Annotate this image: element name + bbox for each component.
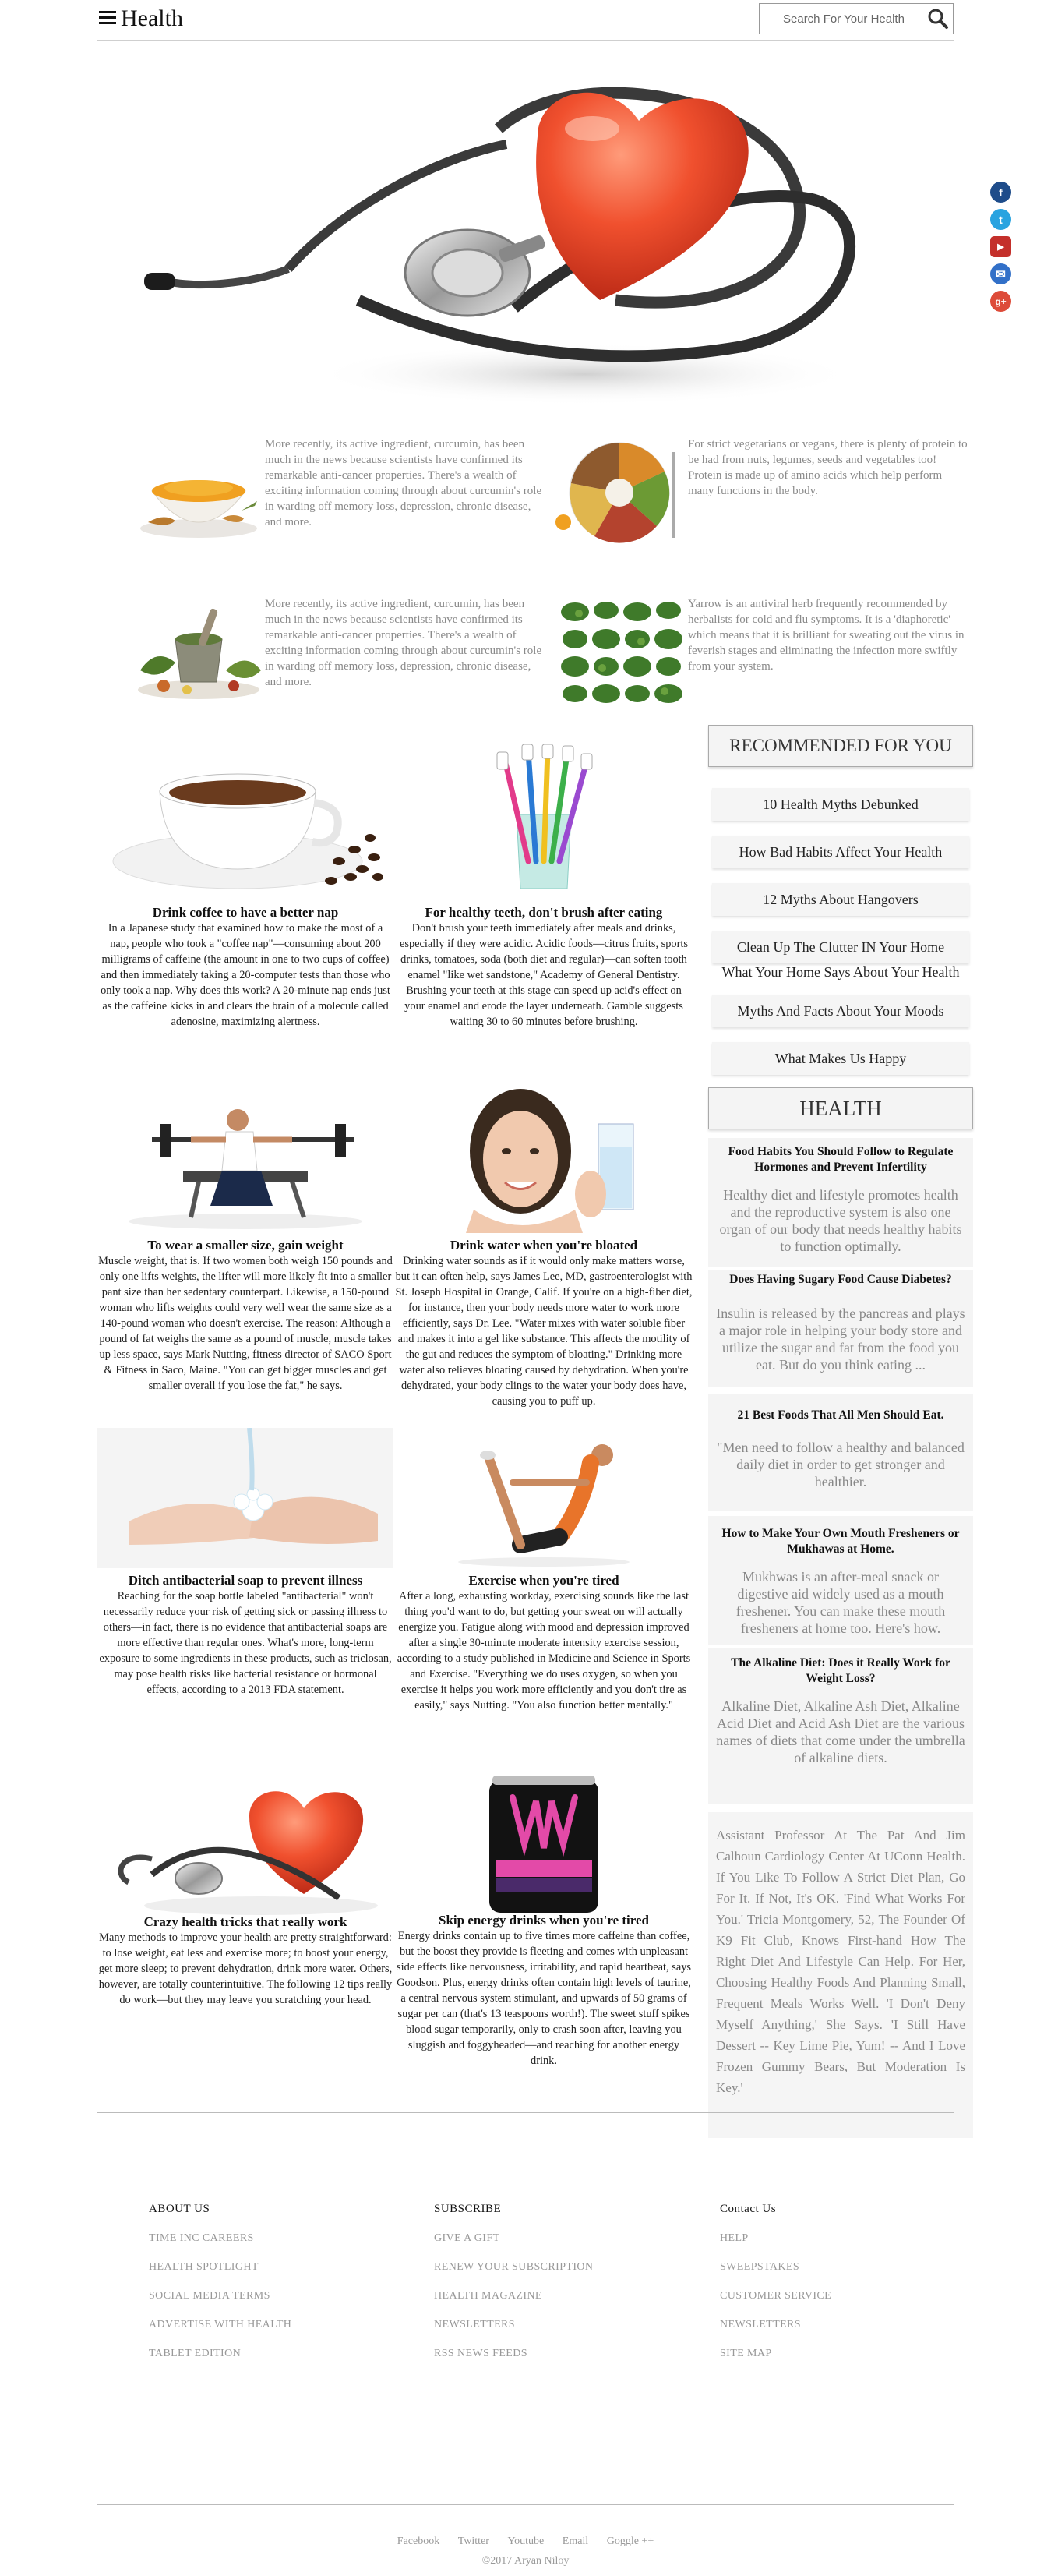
turmeric-image <box>132 436 265 549</box>
yarrow-herbs-image <box>555 596 688 709</box>
youtube-icon[interactable]: ▶ <box>990 236 1011 257</box>
health-card-body: "Men need to follow a healthy and balanced daily diet in order to get stronger and healthier. <box>717 1440 965 1489</box>
article-drink-water[interactable] <box>395 1077 693 1409</box>
woman-water-image <box>404 1077 684 1233</box>
recommended-heading: RECOMMENDED FOR YOU <box>708 725 973 767</box>
article-body: Many methods to improve your health are pretty straightforward: to lose weight, eat less and exercise more; to boost your energy, get more sleep; to prevent dehydration, drink more water. Others, however, are totally counterintuitive. The following 12 tips really do work—but they may leave you scratching your head. <box>98 1931 393 2006</box>
site-header <box>97 0 954 41</box>
footer-divider <box>97 2112 954 2113</box>
herbs-mortar-image <box>132 596 265 709</box>
article-title[interactable]: Drink coffee to have a better nap <box>152 905 339 920</box>
footer-twitter-link[interactable]: Twitter <box>457 2535 489 2547</box>
footer-link[interactable]: SOCIAL MEDIA TERMS <box>149 2290 270 2302</box>
article-title[interactable]: Ditch antibacterial soap to prevent illness <box>128 1573 363 1588</box>
health-card-title[interactable]: How to Make Your Own Mouth Fresheners or Mukhawas at Home. <box>721 1527 960 1556</box>
health-card-body: Mukhwas is an after-meal snack or digestive aid widely used as a mouth freshener. You can make these mouth fresheners at home too. Here's how. <box>735 1569 946 1636</box>
footer-email-link[interactable]: Email <box>562 2535 589 2547</box>
footer-bottom-divider <box>97 2504 954 2505</box>
vegetarian-plate-image <box>555 436 688 549</box>
copyright: ©2017 Aryan Niloy <box>481 2555 570 2567</box>
health-card-title[interactable]: 21 Best Foods That All Men Should Eat. <box>737 1408 944 1422</box>
health-card-body: Alkaline Diet, Alkaline Ash Diet, Alkaline Acid Diet and Acid Ash Diet are the various names of diets that come under the umbrella of alkaline diets. <box>716 1698 965 1765</box>
sidebar-quote: Assistant Professor At The Pat And Jim Calhoun Cardiology Center At UConn Health. If You Like To Follow A Strict Diet Plan, Go For It. If Not, It's OK. 'Find What Works For You.' Tricia Montgomery, 52, The Founder Of K9 Fit Club, Knows First-hand How The Right Diet And Lifestyle Can Help. For Her, Choosing Healthy Foods And Planning Small, Frequent Meals Works Well. 'I Don't Deny Myself Anything,' She Says. 'I Still Have Dessert -- Key Lime Pie, Yum! -- And I Love Frozen Gummy Bears, But Moderation Is Key.' <box>708 1812 973 2138</box>
footer-link[interactable]: SITE MAP <box>720 2348 772 2359</box>
search-input[interactable] <box>760 4 923 34</box>
article-title[interactable]: To wear a smaller size, gain weight <box>147 1238 344 1253</box>
recommended-link[interactable]: How Bad Habits Affect Your Health <box>712 836 969 868</box>
footer-heading: SUBSCRIBE <box>434 2203 502 2215</box>
article-title[interactable]: Crazy health tricks that really work <box>143 1914 347 1929</box>
health-card-body: Insulin is released by the pancreas and plays a major role in helping your body store and utilize the sugar and fat from the food you eat. But do you think eating ... <box>716 1306 965 1373</box>
social-share-bar <box>990 182 1014 318</box>
thumb-text: More recently, its active ingredient, curcumin, has been much in the news because scientists have confirmed its remarkable anti-cancer properties. There's a wealth of exciting information coming through about curcumin's role in warding off memory loss, depression, chronic disease, and more. <box>265 598 542 688</box>
hamburger-menu-icon[interactable] <box>99 11 116 25</box>
facebook-icon[interactable]: f <box>990 182 1011 203</box>
coffee-cup-image <box>105 744 386 900</box>
health-card[interactable] <box>708 1394 973 1511</box>
health-card[interactable] <box>708 1648 973 1804</box>
article-crazy-tricks[interactable] <box>97 1781 393 2008</box>
footer-facebook-link[interactable]: Facebook <box>397 2535 440 2547</box>
health-card-title[interactable]: The Alkaline Diet: Does it Really Work for Weight Loss? <box>731 1656 950 1685</box>
footer-link[interactable]: TIME INC CAREERS <box>149 2232 254 2244</box>
site-brand[interactable]: Health <box>121 5 183 31</box>
thumb-text: Yarrow is an antiviral herb frequently recommended by herbalists for cold and flu symptoms. It is a 'diaphoretic' which means that it is brilliant for sweating out the virus in feverish stages and eliminating the infection more swiftly from your system. <box>688 598 965 673</box>
footer-social-links <box>0 2535 1051 2548</box>
health-card[interactable] <box>708 1138 973 1267</box>
article-body: In a Japanese study that examined how to make the most of a nap, people who took a "coffee nap"—consuming about 200 milligrams of caffeine (the amount in one to two cups of coffee) and then immediately taking a 20-computer tests than those who only took a nap. Why does this work? A 20-minute nap ends just as the caffeine kicks in and clears the brain of a molecule called adenosine, maximizing alertness. <box>101 922 390 1028</box>
article-title[interactable]: For healthy teeth, don't brush after eating <box>425 905 663 920</box>
footer-link[interactable]: GIVE A GIFT <box>434 2232 500 2244</box>
footer-link[interactable]: NEWSLETTERS <box>720 2319 801 2330</box>
article-antibacterial-soap[interactable] <box>97 1428 393 1698</box>
search-box <box>759 3 954 34</box>
hero-heart-stethoscope-image <box>132 74 912 409</box>
footer-column-contact <box>720 2203 954 2376</box>
heart-stethoscope-image <box>105 1781 386 1917</box>
googleplus-icon[interactable]: g+ <box>990 291 1011 312</box>
thumb-text: For strict vegetarians or vegans, there is plenty of protein to be had from nuts, legumes, seeds and vegetables too! Protein is made up of amino acids which help perform many functions in the body. <box>688 438 968 497</box>
footer-link[interactable]: RENEW YOUR SUBSCRIPTION <box>434 2261 594 2273</box>
footer-youtube-link[interactable]: Youtube <box>507 2535 545 2547</box>
health-card-title[interactable]: Food Habits You Should Follow to Regulate Hormones and Prevent Infertility <box>728 1145 954 1174</box>
article-body: After a long, exhausting workday, exercising sounds like the last thing you'd want to do, but getting your sweat on will actually energize you. Fatigue along with mood and depression improved after a single 30-minute moderate intensity exercise session, according to a study published in Medicine and Science in Sports and Exercise. "Everything we do uses oxygen, so when you exercise it helps you work more efficiently and you don't tire as easily," says Nutting. "You also function better mentally." <box>397 1590 691 1712</box>
recommended-link[interactable]: Myths And Facts About Your Moods <box>712 995 969 1027</box>
twitter-icon[interactable]: t <box>990 209 1011 230</box>
recommended-link[interactable]: 12 Myths About Hangovers <box>712 883 969 916</box>
article-energy-drinks[interactable] <box>395 1781 693 2069</box>
footer-link[interactable]: ADVERTISE WITH HEALTH <box>149 2319 292 2330</box>
health-card-body: Healthy diet and lifestyle promotes health and the reproductive system is also one organ of our body that needs healthy habits to function optimally. <box>719 1187 962 1254</box>
thumb-text: More recently, its active ingredient, curcumin, has been much in the news because scientists have confirmed its remarkable anti-cancer properties. There's a wealth of exciting information coming through about curcumin's role in warding off memory loss, depression, chronic disease, and more. <box>265 438 542 528</box>
footer-heading: Contact Us <box>720 2203 777 2215</box>
washing-hands-image <box>97 1428 393 1568</box>
article-body: Reaching for the soap bottle labeled "antibacterial" won't necessarily reduce your risk of getting sick or passing illness to others—in fact, there is no evidence that antibacterial soaps are more effective than regular ones. What's more, long-term exposure to some ingredients in these products, such as triclosan, may pose health risks like bacterial resistance or hormonal effects, according to a 2013 FDA statement. <box>99 1590 392 1696</box>
footer-link[interactable]: CUSTOMER SERVICE <box>720 2290 832 2302</box>
footer-link[interactable]: NEWSLETTERS <box>434 2319 515 2330</box>
recommended-link[interactable]: What Makes Us Happy <box>712 1042 969 1075</box>
article-title[interactable]: Exercise when you're tired <box>468 1573 619 1588</box>
article-title[interactable]: Skip energy drinks when you're tired <box>439 1913 649 1928</box>
article-body: Muscle weight, that is. If two women both weigh 150 pounds and only one lifts weights, the lifter will more likely fit into a smaller pant size than her sedentary counterpart. Likewise, a 150-pound woman who lifts weights could very well wear the same size as a 140-pound woman who doesn't exercise. The reason: Although a pound of fat weighs the same as a pound of muscle, muscle takes up less space, says Mark Nutting, fitness director of SACO Sport & Fitness in Saco, Maine. "You can get bigger muscles and get smaller overall if you lose the fat," he says. <box>98 1255 393 1392</box>
health-card[interactable] <box>708 1270 973 1387</box>
article-body: Don't brush your teeth immediately after meals and drinks, especially if they were acidic. Acidic foods—citrus fruits, sports drinks, tomatoes, soda (both diet and regular)—can soften tooth enamel "like wet sandstone," Academy of General Dentistry. Brushing your teeth at this stage can speed up acid's effect on your enamel and erode the layer underneath. Gamble suggests waiting 30 to 60 minutes before brushing. <box>399 922 689 1028</box>
footer-link[interactable]: RSS NEWS FEEDS <box>434 2348 527 2359</box>
footer-googleplus-link[interactable]: Goggle ++ <box>606 2535 654 2547</box>
article-smaller-size[interactable] <box>97 1077 393 1394</box>
article-healthy-teeth[interactable] <box>395 744 693 1030</box>
toothbrush-glass-image <box>404 744 684 900</box>
footer-column-about <box>149 2203 383 2376</box>
recommended-link[interactable]: Clean Up The Clutter IN Your Home <box>712 931 969 963</box>
footer-link[interactable]: TABLET EDITION <box>149 2348 242 2359</box>
weightlifting-bench-image <box>105 1077 386 1233</box>
article-body: Energy drinks contain up to five times more caffeine than coffee, but the boost they provide is fleeting and comes with unpleasant side effects like nervousness, irritability, and rapid heartbeat, says Goodson. Plus, energy drinks often contain high levels of taurine, a central nervous system stimulant, and upwards of 50 grams of sugar per can (that's 13 teaspoons worth!). The sweet stuff spikes blood sugar temporarily, only to crash soon after, leaving you sluggish and foggyheaded—and reaching for another energy drink. <box>396 1930 692 2067</box>
energy-drink-can-image <box>481 1774 606 1916</box>
footer-link[interactable]: HEALTH SPOTLIGHT <box>149 2261 259 2273</box>
search-icon[interactable] <box>926 8 950 30</box>
footer-link[interactable]: HEALTH MAGAZINE <box>434 2290 542 2302</box>
woman-exercise-image <box>404 1428 684 1568</box>
health-card[interactable] <box>708 1516 973 1645</box>
footer-heading: ABOUT US <box>149 2203 210 2215</box>
recommended-link[interactable]: 10 Health Myths Debunked <box>712 788 969 821</box>
health-card-title[interactable]: Does Having Sugary Food Cause Diabetes? <box>729 1273 952 1286</box>
article-exercise-tired[interactable] <box>395 1428 693 1713</box>
footer-link[interactable]: HELP <box>720 2232 749 2244</box>
footer-column-subscribe <box>434 2203 668 2376</box>
article-title[interactable]: Drink water when you're bloated <box>450 1238 638 1253</box>
email-icon[interactable]: ✉ <box>990 263 1011 284</box>
health-heading: HEALTH <box>708 1087 973 1129</box>
article-coffee-nap[interactable] <box>97 744 393 1030</box>
recommended-link[interactable]: What Your Home Says About Your Health <box>721 964 960 980</box>
footer-link[interactable]: SWEEPSTAKES <box>720 2261 800 2273</box>
article-body: Drinking water sounds as if it would only make matters worse, but it can often help, says James Lee, MD, gastroenterologist with St. Joseph Hospital in Orange, Calif. If you're on a high-fiber diet, for instance, then your body needs more water to work more efficiently, says Dr. Lee. "Water mixes with water soluble fiber and makes it into a gel like substance. This affects the motility of the gut and reduces the symptom of bloating." Drinking more water also relieves bloating caused by dehydration. When you're dehydrated, your body clings to the water your body does have, causing you to puff up. <box>395 1255 693 1408</box>
